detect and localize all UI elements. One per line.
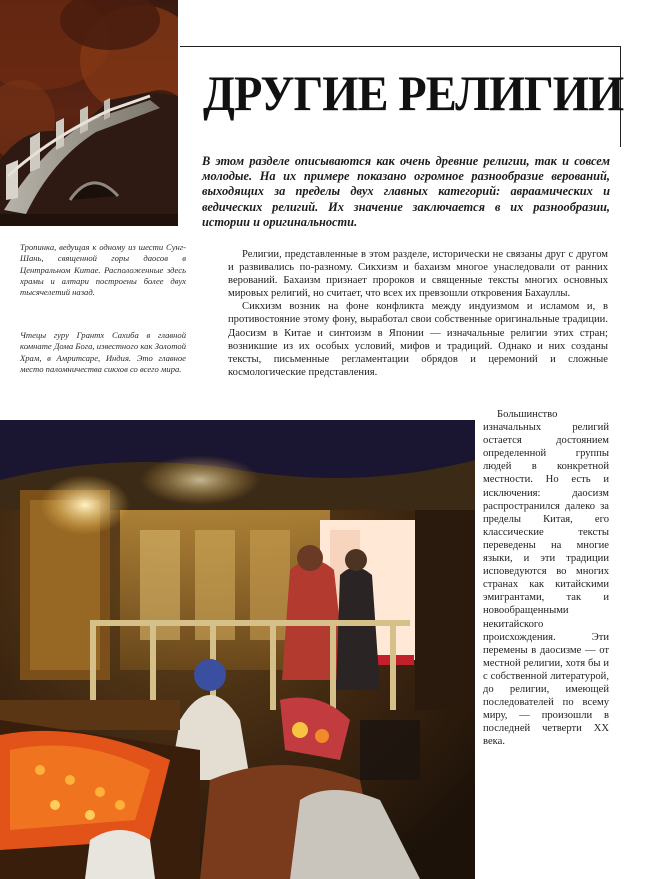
photo-temple-bridge	[0, 0, 178, 226]
intro-paragraph: В этом разделе описываются как очень древние религии, так и совсем молодые. На их примере показано огромное разнообразие верований, выходящих за пределы двух главных категорий: авраамических и ведических религий. Их значение заключается в их разнообразии, истории и оригинальности.	[202, 154, 610, 229]
body-paragraph-1: Религии, представленные в этом разделе, исторически не связаны друг с другом и развивались по-разному. Сикхизм и бахаизм многое унаследовали от ранних верований. Бахаизм признает пророков и священные тексты многих основных мировых религий, но считает, что всех их превзошли откровения Бахауллы.	[228, 249, 608, 300]
photo-golden-temple-interior	[0, 420, 475, 879]
body-column	[228, 248, 608, 379]
body-paragraph-3: Большинство изначальных религий остается достоянием определенной группы людей в конкретной местности. Но есть и исключения: даосизм распространился далеко за пределы Китая, его классические тексты переведены на многие языки, и эти традиции исповедуются во многих странах как китайскими эмигрантами, так и новообращенными некитайского происхождения. Эти перемены в даосизме — от местной религии, хотя бы и с собственной литературой, до религии, имеющей последователей по всему миру, — произошли в последней четверти XX века.	[483, 409, 609, 748]
page-title: ДРУГИЕ РЕЛИГИИ	[203, 65, 624, 121]
caption-temple-photo: Чтецы гуру Грантх Сахиба в главной комнате Дома Бога, известного как Золотой Храм, в Амритсаре, Индия. Это главное место паломничества сикхов со всего мира.	[20, 330, 186, 374]
body-paragraph-2: Сикхизм возник на фоне конфликта между индуизмом и исламом и, в противостояние этому фону, выработал свои собственные оригинальные традиции. Даосизм в Китае и синтоизм в Японии — изначальные религии этих стран; возникшие из их особых условий, мифов и традиций. Однако и них созданы тексты, письменные регламентации обрядов и церемоний и сложные космологические представления.	[228, 301, 608, 378]
caption-bridge-photo: Тропинка, ведущая к одному из шести Сунг-Шань, священной горы даосов в Центральном Китае. Расположенные здесь храмы и алтари построены более двух тысячелетий назад.	[20, 242, 186, 298]
